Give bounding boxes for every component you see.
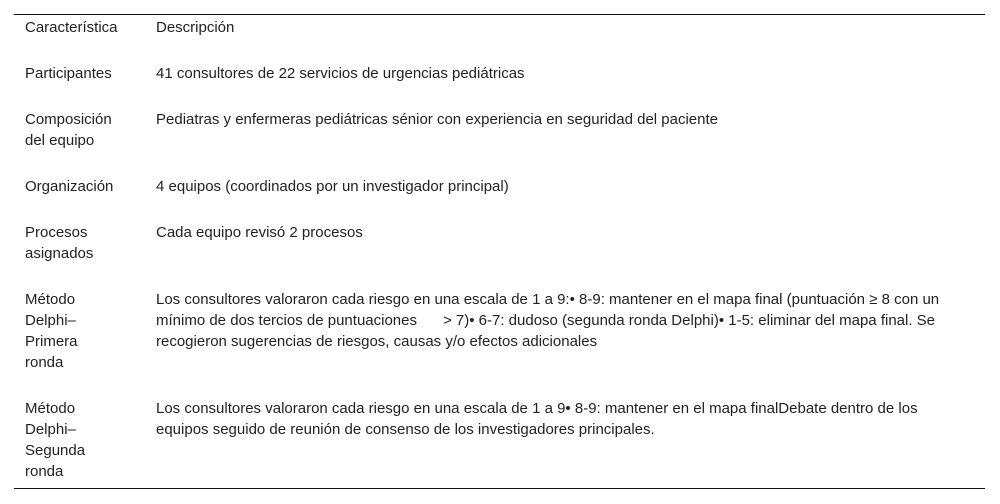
row-value-part-a: Los consultores valoraron cada riesgo en una escala de 1 a 9:• 8-9: mantener en el mapa final (puntuación ≥ 8 con un mínimo de dos tercios de puntuaciones [156,291,940,329]
row-value: Pediatras y enfermeras pediátricas sénior con experiencia en seguridad del paciente [156,111,718,128]
row-value: Cada equipo revisó 2 procesos [156,224,363,241]
characteristics-table [14,14,985,489]
table-row [14,109,985,176]
row-key: Método Delphi–Primera ronda [25,291,78,371]
row-key: Organización [25,178,114,195]
table-header-row [14,15,985,63]
table-row [14,176,985,222]
table-row [14,398,985,488]
row-key: Procesos asignados [25,224,94,262]
row-key: Composición del equipo [25,111,112,149]
table-row [14,222,985,289]
row-value: 41 consultores de 22 servicios de urgencias pediátricas [156,65,525,82]
row-value-part-b: > 7)• 6-7: dudoso (segunda ronda Delphi)• 1-5: eliminar del mapa final. Se recogieron sugerencias de riesgos, causas y/o efectos adicionales [156,312,936,350]
header-description: Descripción [156,19,235,36]
row-key: Método Delphi–Segunda ronda [25,400,86,480]
header-characteristic: Característica [25,19,118,36]
row-key: Participantes [25,65,112,82]
row-value: 4 equipos (coordinados por un investigador principal) [156,178,509,195]
table-row [14,63,985,109]
row-value [156,289,946,373]
table-row [14,289,985,398]
row-value: Los consultores valoraron cada riesgo en una escala de 1 a 9• 8-9: mantener en el mapa finalDebate dentro de los equipos seguido de reunión de consenso de los investigadores principales. [156,400,918,438]
